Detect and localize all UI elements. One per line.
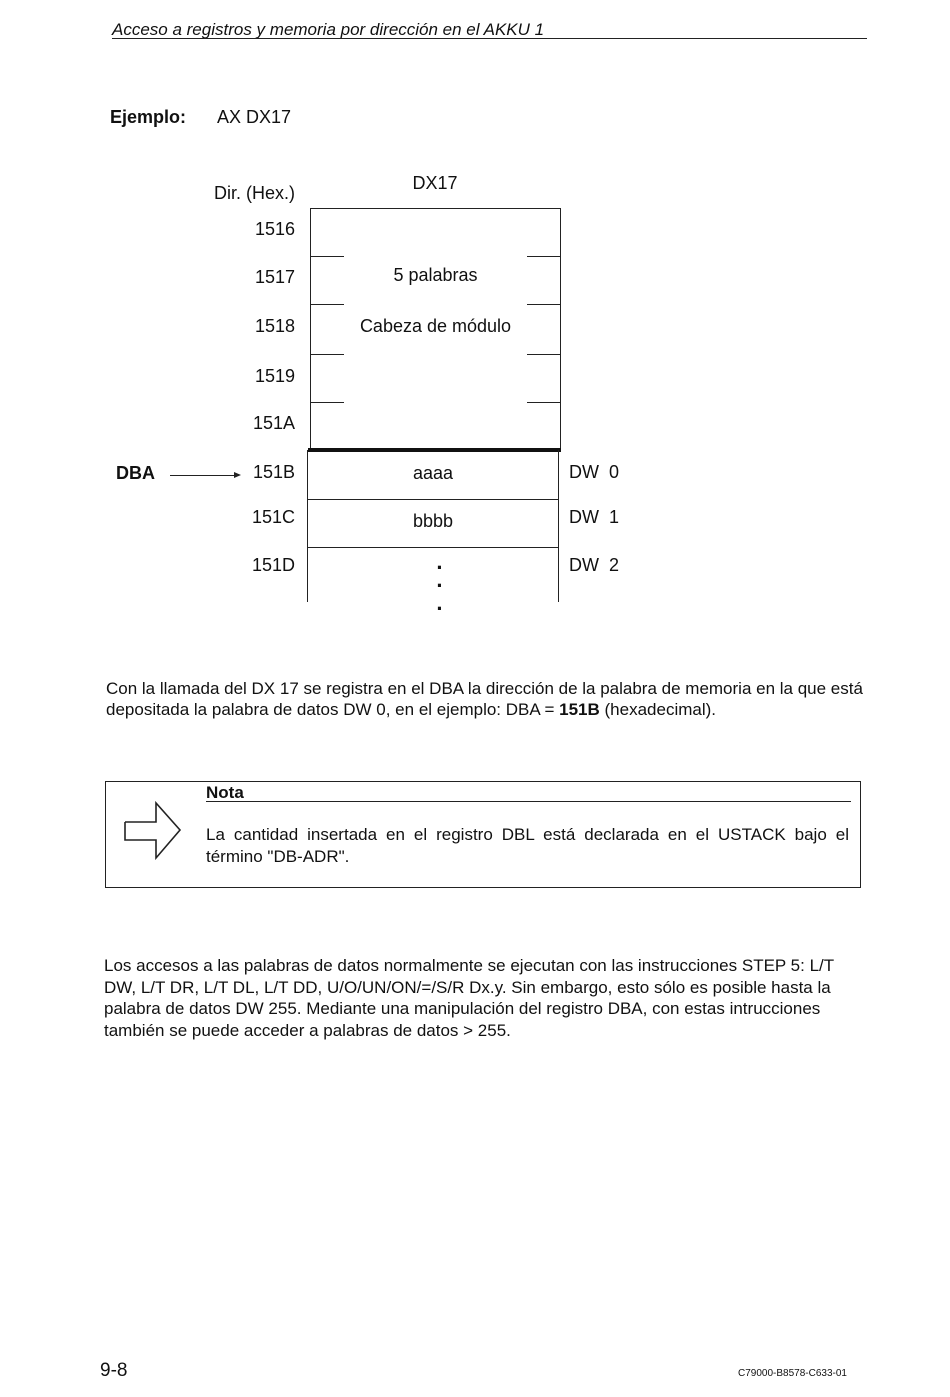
explanation-paragraph: [106, 678, 866, 720]
address-151b: 151B: [252, 462, 295, 482]
word-divider-tick: [311, 256, 344, 257]
page-header-title: Acceso a registros y memoria por dirección en el AKKU 1: [112, 20, 545, 39]
data-word-label-0: DW 0: [569, 462, 620, 482]
word-divider-tick: [527, 402, 560, 403]
document-number: C79000-B8578-C633-01: [738, 1368, 847, 1379]
data-word-divider: [307, 499, 559, 500]
continuation-dot: ·: [436, 555, 444, 580]
data-word-divider: [307, 547, 559, 548]
header-data-separator: [308, 448, 561, 452]
address-1516: 1516: [254, 219, 295, 239]
dba-value: 151B: [559, 700, 600, 719]
header-words-text: 5 palabras: [393, 265, 478, 285]
dba-pointer-arrow: [170, 475, 234, 476]
block-title: DX17: [412, 173, 458, 193]
explanation-text: Con la llamada del DX 17 se registra en el DBA la dirección de la palabra de memoria en la que está depositada la palabra de datos DW 0, en el ejemplo: DBA =: [106, 679, 863, 719]
address-1519: 1519: [254, 366, 295, 386]
data-word-label-1: DW 1: [569, 507, 620, 527]
instructions-paragraph: Los accesos a las palabras de datos normalmente se ejecutan con las instrucciones STEP 5: L/T DW, L/T DR, L/T DL, L/T DD, U/O/UN/ON/=/S/R Dx.y. Sin embargo, esto sólo es posible hasta la palabra de datos DW 255. Mediante una manipulación del registro DBA, con estas intrucciones también se puede acceder a palabras de datos > 255.: [104, 956, 834, 1040]
word-divider-tick: [527, 354, 560, 355]
header-rule: [112, 38, 867, 39]
address-151c: 151C: [251, 507, 295, 527]
dba-pointer-label: DBA: [116, 463, 155, 483]
module-head-text: Cabeza de módulo: [359, 316, 512, 336]
word-divider-tick: [311, 402, 344, 403]
dba-pointer-arrowhead: [234, 472, 241, 478]
word-divider-tick: [311, 354, 344, 355]
arrow-right-icon: [122, 800, 184, 869]
page-number: 9-8: [100, 1360, 128, 1381]
word-divider-tick: [527, 256, 560, 257]
continuation-dot: ·: [436, 596, 444, 621]
data-cell-dw1: bbbb: [412, 511, 454, 531]
address-1518: 1518: [254, 316, 295, 336]
address-column-label: Dir. (Hex.): [214, 183, 295, 203]
note-title: Nota: [206, 783, 244, 802]
address-151a: 151A: [252, 413, 295, 433]
address-151d: 151D: [251, 555, 295, 575]
note-title-rule: [206, 801, 851, 802]
continuation-dot: ·: [436, 573, 444, 598]
note-text: La cantidad insertada en el registro DBL está declarada en el USTACK bajo el término "DB-ADR".: [206, 825, 849, 866]
example-label: Ejemplo:: [110, 107, 187, 127]
data-word-label-2: DW 2: [569, 555, 620, 575]
word-divider-tick: [527, 304, 560, 305]
word-divider-tick: [311, 304, 344, 305]
explanation-suffix: (hexadecimal).: [599, 700, 716, 719]
data-cell-dw0: aaaa: [412, 463, 454, 483]
example-value: AX DX17: [217, 107, 292, 127]
address-1517: 1517: [254, 267, 295, 287]
